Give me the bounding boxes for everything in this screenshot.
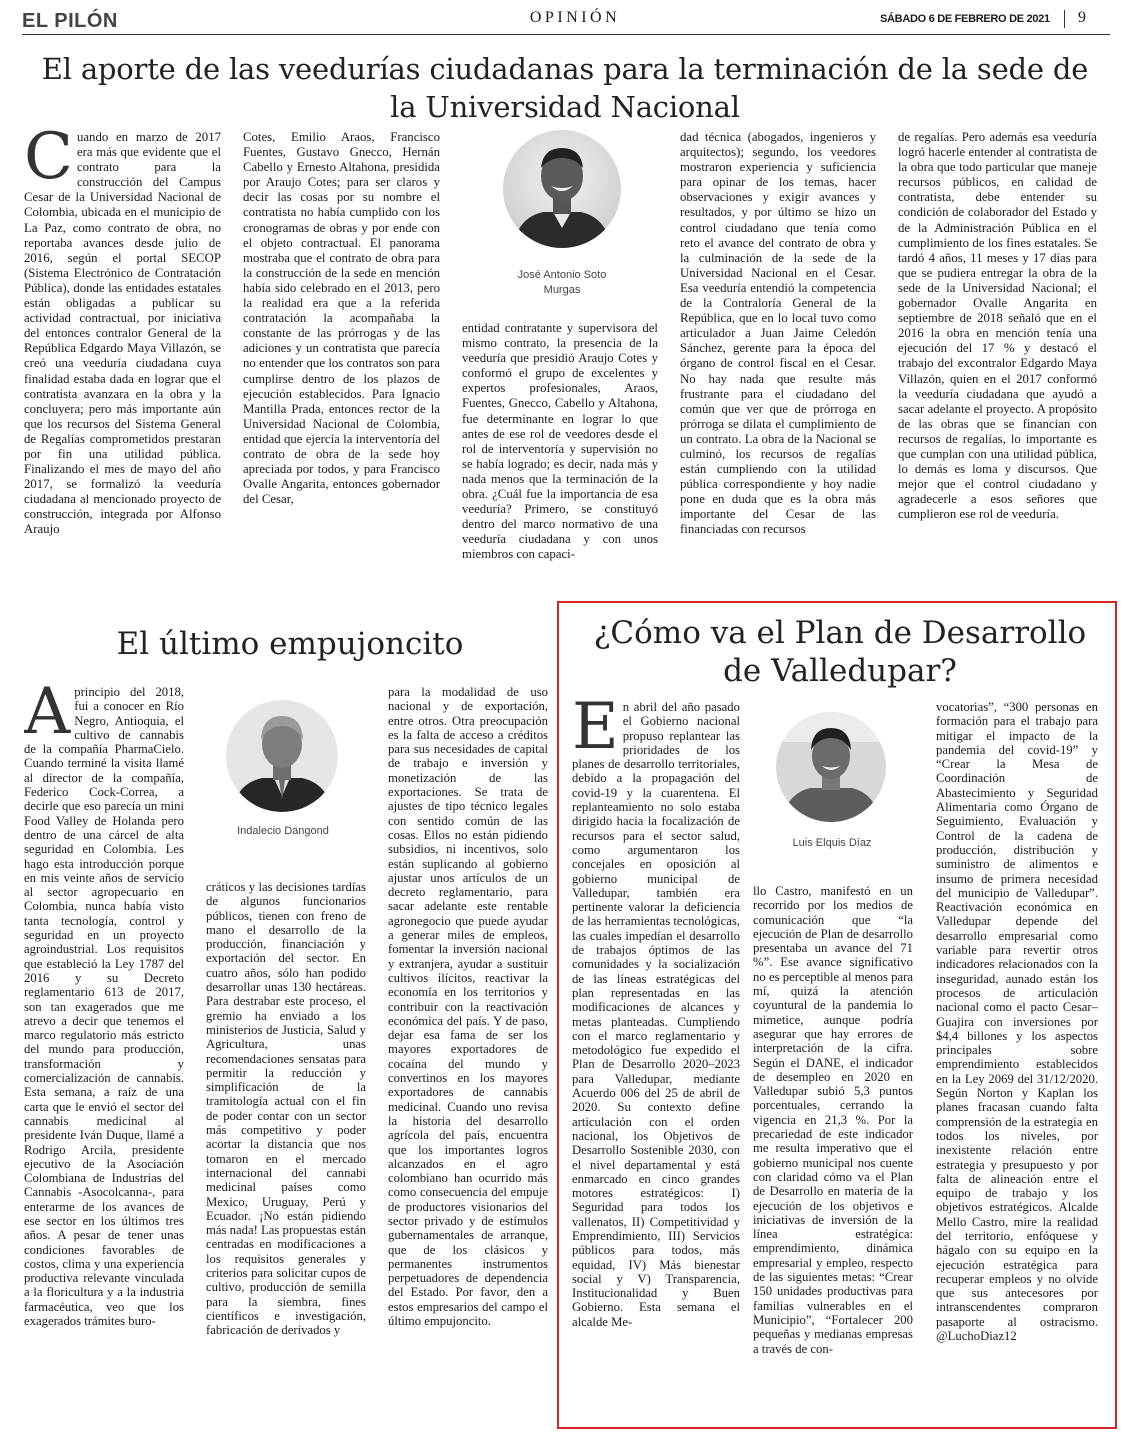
article2-col1-text: principio del 2018, fui a conocer en Río Negro, Antioquia, el cultivo de cannabis de la compañía PharmaCielo. Cuando terminé la visita llamé al director de la compañía, Federico Cock-Correa, a decirle que eso parecía un mini Food Valley de Holanda pero dentro de una cárcel de alta seguridad en Colombia. Les hago esta introducción porque en mis veinte años de servicio al sector agropecuario en Colombia, nunca había visto tanta tecnología, control y seguridad en un proyecto agroindustrial. Los requisitos que estableció la Ley 1787 del 2016 y su Decreto reglamentario 613 de 2017, son tan exagerados que me atrevo a decir que tenemos el marco regulatorio más estricto del mundo para producción, transformación y comercialización de cannabis. Esta semana, a raíz de una carta que le envió el sector del cannabis medicinal al presidente Iván Duque, llamé a Rodrigo Arcila, presidente ejecutivo de la Asociación Colombiana de Industrias del Cannabis -Asocolcanna-, para enterarme de los avances de ese sector en los últimos tres años. A pesar de tener unas condiciones favorables de costos, clima y una experiencia productiva relevante vinculada a la floricultura y a la industria farmacéutica, veo que los exagerados trámites buro- — [24, 685, 184, 1329]
article3-col2-text: llo Castro, manifestó en un recorrido por los medios de comunicación que “la ejecución de Plan de desarrollo presentaba un avance del 71 %”. Ese avance significativo no es perceptible al menos para mí, quizá la atención coyuntural de la pandemia lo mimetice, aunque podría asegurar que hay errores de interpretación de la cifra. Según el DANE, el indicador de desempleo en 2020 en Valledupar subió 5,3 puntos porcentuales, cerrando la vigencia en 21,3 %. Por la precariedad de este indicador me resulta imperativo que el gobierno municipal nos cuente con claridad cómo va el Plan de Desarrollo en materia de la ejecución de los objetivos e iniciativas de inversión de la línea estratégica: emprendimiento, dinámica empresarial y empleo, respecto de las siguientes metas: “Crear 150 unidades productivas para familias vulnerables en el Municipio”, “Fortalecer 200 pequeñas y medianas empresas a través de con- — [753, 884, 913, 1356]
article2-dropcap: A — [24, 685, 71, 749]
article1-col5 — [898, 130, 1097, 606]
article1-title: El aporte de las veedurías ciudadanas para la terminación de la sede de la Universidad Nacional — [41, 52, 1089, 124]
article3-author-photo — [776, 712, 886, 822]
article2-author-photo — [226, 700, 338, 812]
header-rule — [22, 34, 1110, 35]
article1-col4-text: dad técnica (abogados, ingenieros y arquitectos); segundo, los veedores mostraron experiencia y suficiencia para opinar de los temas, hacer observaciones y exigir avances y resultados, y por último se hizo un control ciudadano que tenía como reto el avance del contrato de obra y la culminación de la sede de la Universidad Nacional en el Cesar. Esa veeduría entendió la competencia de la Contraloría General de la República, que en lo local tuvo como articulador a Juan Jaime Celedón Sánchez, gerente para la época del órgano de control fiscal en el Cesar. No hay nada que resulte más frustrante para el ciudadano del común que ver que de prórroga en prórroga se dilata el cumplimiento de un contrato. La obra de la Nacional se culminó, los recursos de regalías están cumpliendo con la utilidad pública correspondiente y hoy nadie pone en duda que es la obra más importante del Cesar de las financiadas con recursos — [680, 130, 876, 537]
article3-col3 — [936, 700, 1098, 1418]
article2-col3-text: para la modalidad de uso nacional y de exportación, entre otros. Otra preocupación es la falta de acceso a créditos para sus necesidades de capital de trabajo e inversión y monetización de las exportaciones. Se trata de ajustes de tipo técnico legales con sentido común de las cosas. Ellos no están pidiendo subsidios, ni incentivos, solo están suplicando al gobierno ajustar unos artículos de un decreto reglamentario, para sacar adelante este rentable agronegocio que puede ayudar a generar miles de empleos, fomentar la inversión nacional y extranjera, ayudar a sustituir cultivos ilícitos, reactivar la economía en los territorios y contribuir con la reactivación económica del país. Y de paso, dejar esa fama de ser los mayores exportadores de cocaína del mundo y convertinos en los mayores exportadores de cannabis medicinal. Cuando uno revisa la historia del desarrollo agrícola del país, encuentra que los importantes logros alcanzados en el agro colombiano han ocurrido más como consecuencia del empuje de productores visionarios del sector privado y de estímulos gubernamentales de arranque, que de los clásicos y permanentes instrumentos perpetuadores de dependencia del Estado. Por favor, den a estos empresarios del campo el último empujoncito. — [388, 685, 548, 1329]
article3-title: ¿Cómo va el Plan de Desarrollo de Valledupar? — [593, 615, 1087, 689]
article1-author-caption: José Antonio Soto Murgas — [517, 269, 607, 296]
article3-dropcap: E — [572, 700, 619, 764]
article2-col1 — [24, 685, 184, 1420]
article3-col1 — [572, 700, 740, 1418]
article3-col1-text: n abril del año pasado el Gobierno nacional propuso replantear las prioridades de los planes de desarrollo territoriales, debido a la propagación del covid-19 y la cuarentena. El replanteamiento no solo estaba dirigido hacia la focalización de recursos para el sector salud, como argumentaron los concejales en oposición al gobierno municipal de Valledupar, también era pertinente valorar la deficiencia de las herramientas tecnológicas, las cuales impedían el desarrollo de trabajos óptimos de las comunidades y la socialización de las líneas estratégicas del plan representadas en las modificaciones de alcances y metas planteadas. Cumpliendo con el marco reglamentario y metodológico fue expedido el Plan de Desarrollo 2020–2023 para Valledupar, mediante Acuerdo 006 del 25 de abril de 2020. Su contexto define articulación con el orden nacional, los Objetivos de Desarrollo Sostenible 2030, con el nivel departamental y está enmarcado en cinco grandes motores estratégicos: I) Seguridad para todos los vallenatos, II) Competitividad y Emprendimiento, III) Servicios públicos para todos, más equidad, IV) Más bienestar social y V) Transparencia, Institucionalidad y Buen Gobierno. Esta semana el alcalde Me- — [572, 700, 740, 1329]
article2-author-caption: Indalecio Dangond — [237, 825, 329, 837]
article3-col2 — [753, 884, 913, 1418]
header-divider — [1064, 10, 1065, 28]
article1-col2 — [243, 130, 440, 606]
article2-title: El último empujoncito — [116, 626, 464, 662]
issue-date: SÁBADO 6 DE FEBRERO DE 2021 — [880, 13, 1050, 25]
article1-col3 — [462, 321, 658, 606]
article1-col1 — [24, 130, 221, 606]
article1-col2-text: Cotes, Emilio Araos, Francisco Fuentes, Gustavo Gnecco, Hernán Cabello y Ernesto Altahona, presidida por Araujo Cotes; para ser claros y decir las cosas por su nombre el contratista no había cumplido con los cronogramas de obras y por ende con el objeto contractual. El panorama mostraba que el contrato de obra para la construcción de la sede en mención había sido celebrado en el 2013, pero la realidad era que a la referida contratación la acompañaba la constante de las prórrogas y de las adiciones y un contratista que parecía no entender que los contratos son para cumplirse dentro de los plazos de ejecución establecidos. Para Ignacio Mantilla Prada, entonces rector de la Universidad Nacional de Colombia, entidad que ejercía la interventoría del contrato de obra de la sede hoy apreciada por todos, y para Francisco Ovalle Angarita, entonces gobernador del Cesar, — [243, 130, 440, 507]
article1-col3-text: entidad contratante y supervisora del mismo contrato, la presencia de la veeduría que presidió Araujo Cotes y conformó el grupo de excelentes y expertos profesionales, Araos, Fuentes, Gnecco, Cabello y Altahona, fue determinante en lograr lo que antes de ese rol de veedores desde el rol de interventoría y supervisión no se había logrado; es decir, nada más y nada menos que la terminación de la obra. ¿Cuál fue la importancia de esa veeduría? Primero, se constituyó dentro del marco normativo de una veeduría ciudadana y con unos miembros con capaci- — [462, 321, 658, 562]
article2-col3 — [388, 685, 548, 1420]
article2-col2 — [206, 880, 366, 1420]
article3-author-caption: Luis Elquis Díaz — [792, 837, 872, 849]
article3-col3-text: vocatorias”, “300 personas en formación para el trabajo para mitigar el impacto de la pandemia del covid-19” y “Crear la Mesa de Coordinación de Abastecimiento y Seguridad Alimentaria como Órgano de Seguimiento, Evaluación y Control de la cadena de producción, distribución y suministro de alimentos e insumo de primera necesidad del municipio de Valledupar”. Reactivación económica en Valledupar depende del desarrollo empresarial como variable para revertir otros indicadores relacionados con la inseguridad, aunado están los procesos de articulación nacional como el pacto Cesar–Guajira con inversiones por $4,4 billones y los aspectos principales sobre emprendimiento establecidos en la Ley 2069 del 31/12/2020. Según Norton y Kaplan los planes fracasan cuando falta comprensión de la estrategia en todos los niveles, por inexistente relación entre estrategia y presupuesto y por falta de alineación entre el equipo de trabajo y los objetivos estratégicos. Alcalde Mello Castro, mire la realidad del territorio, enfóquese y hágalo con su equipo en la ejecución estratégica para recuperar empleos y no olvide que sus antecesores por intranscendentes compraron pasaporte al ostracismo. @LuchoDiaz12 — [936, 700, 1098, 1344]
article1-dropcap: C — [24, 130, 73, 194]
article1-author-photo — [503, 130, 621, 248]
article2-col2-text: cráticos y las decisiones tardías de algunos funcionarios públicos, tienen con freno de mano el desarrollo de la producción, financiación y exportación del sector. En cuatro años, sólo han podido desarrollar unas 130 hectáreas. Para destrabar este proceso, el gremio ha enviado a los ministerios de Justicia, Salud y Agricultura, unas recomendaciones sensatas para permitir la reducción y simplificación de la tramitología actual con el fin de poder contar con un sector más competitivo y poder acortar la distancia que nos tomaron en el mercado internacional del cannabi medicinal países como Mexico, Uruguay, Perú y Ecuador. ¡No están pidiendo más nada! Las propuestas están centradas en modificaciones a los requisitos generales y criterios para solicitar cupos de cultivo, producción de semilla para la siembra, fines científicos e investigación, fabricación de derivados y — [206, 880, 366, 1338]
article1-col5-text: de regalías. Pero además esa veeduría logró hacerle entender al contratista de la obra que todo particular que maneje recursos públicos, en calidad de contratista, debe entender su condición de colaborador del Estado y de la Administración Pública en el cumplimiento de los fines estatales. Se tardó 4 años, 11 meses y 17 días para que se pudiera entregar la obra de la sede de la Universidad Nacional; el gobernador Ovalle Angarita en septiembre de 2018 señaló que en el 2016 la obra en mención tenía una ejecución del 17 % y destacó el trabajo del excontralor Edgardo Maya Villazón, quien en el 2017 conformó la veeduría ciudadana que ayudó a sacar adelante el proyecto. A propósito de las obras que se financian con recursos de regalías, lo importante es que cumplan con una utilidad pública, lo demás es loma y discursos. Que mejor que el control ciudadano y agradecerle a esos señores que cumplieron ese rol de veeduría. — [898, 130, 1097, 522]
newspaper-logo: EL PILÓN — [22, 10, 118, 32]
page-number: 9 — [1078, 9, 1086, 26]
section-title: OPINIÓN — [529, 9, 621, 26]
article1-col1-text: uando en marzo de 2017 era más que evidente que el contrato para la construcción del Campus Cesar de la Universidad Nacional de Colombia, ubicada en el municipio de La Paz, como contrato de obra, no reportaba avances desde julio de 2016, según el portal SECOP (Sistema Electrónico de Contratación Pública), donde las entidades estatales están obligadas a publicar su actividad contractual, por iniciativa del entonces contralor General de la República Edgardo Maya Villazón, se creó una veeduría ciudadana cuya finalidad estaba dada en lograr que el contratista avanzara en la obra y la concluyera; pero más importante aún que los recursos del Sistema General de Regalías comprometidos prestaran por fin una utilidad pública. Finalizando el mes de mayo del año 2017, se formalizó la veeduría ciudadana al mencionado proyecto de construcción, integrada por Alfonso Araujo — [24, 130, 221, 537]
article1-col4 — [680, 130, 876, 606]
